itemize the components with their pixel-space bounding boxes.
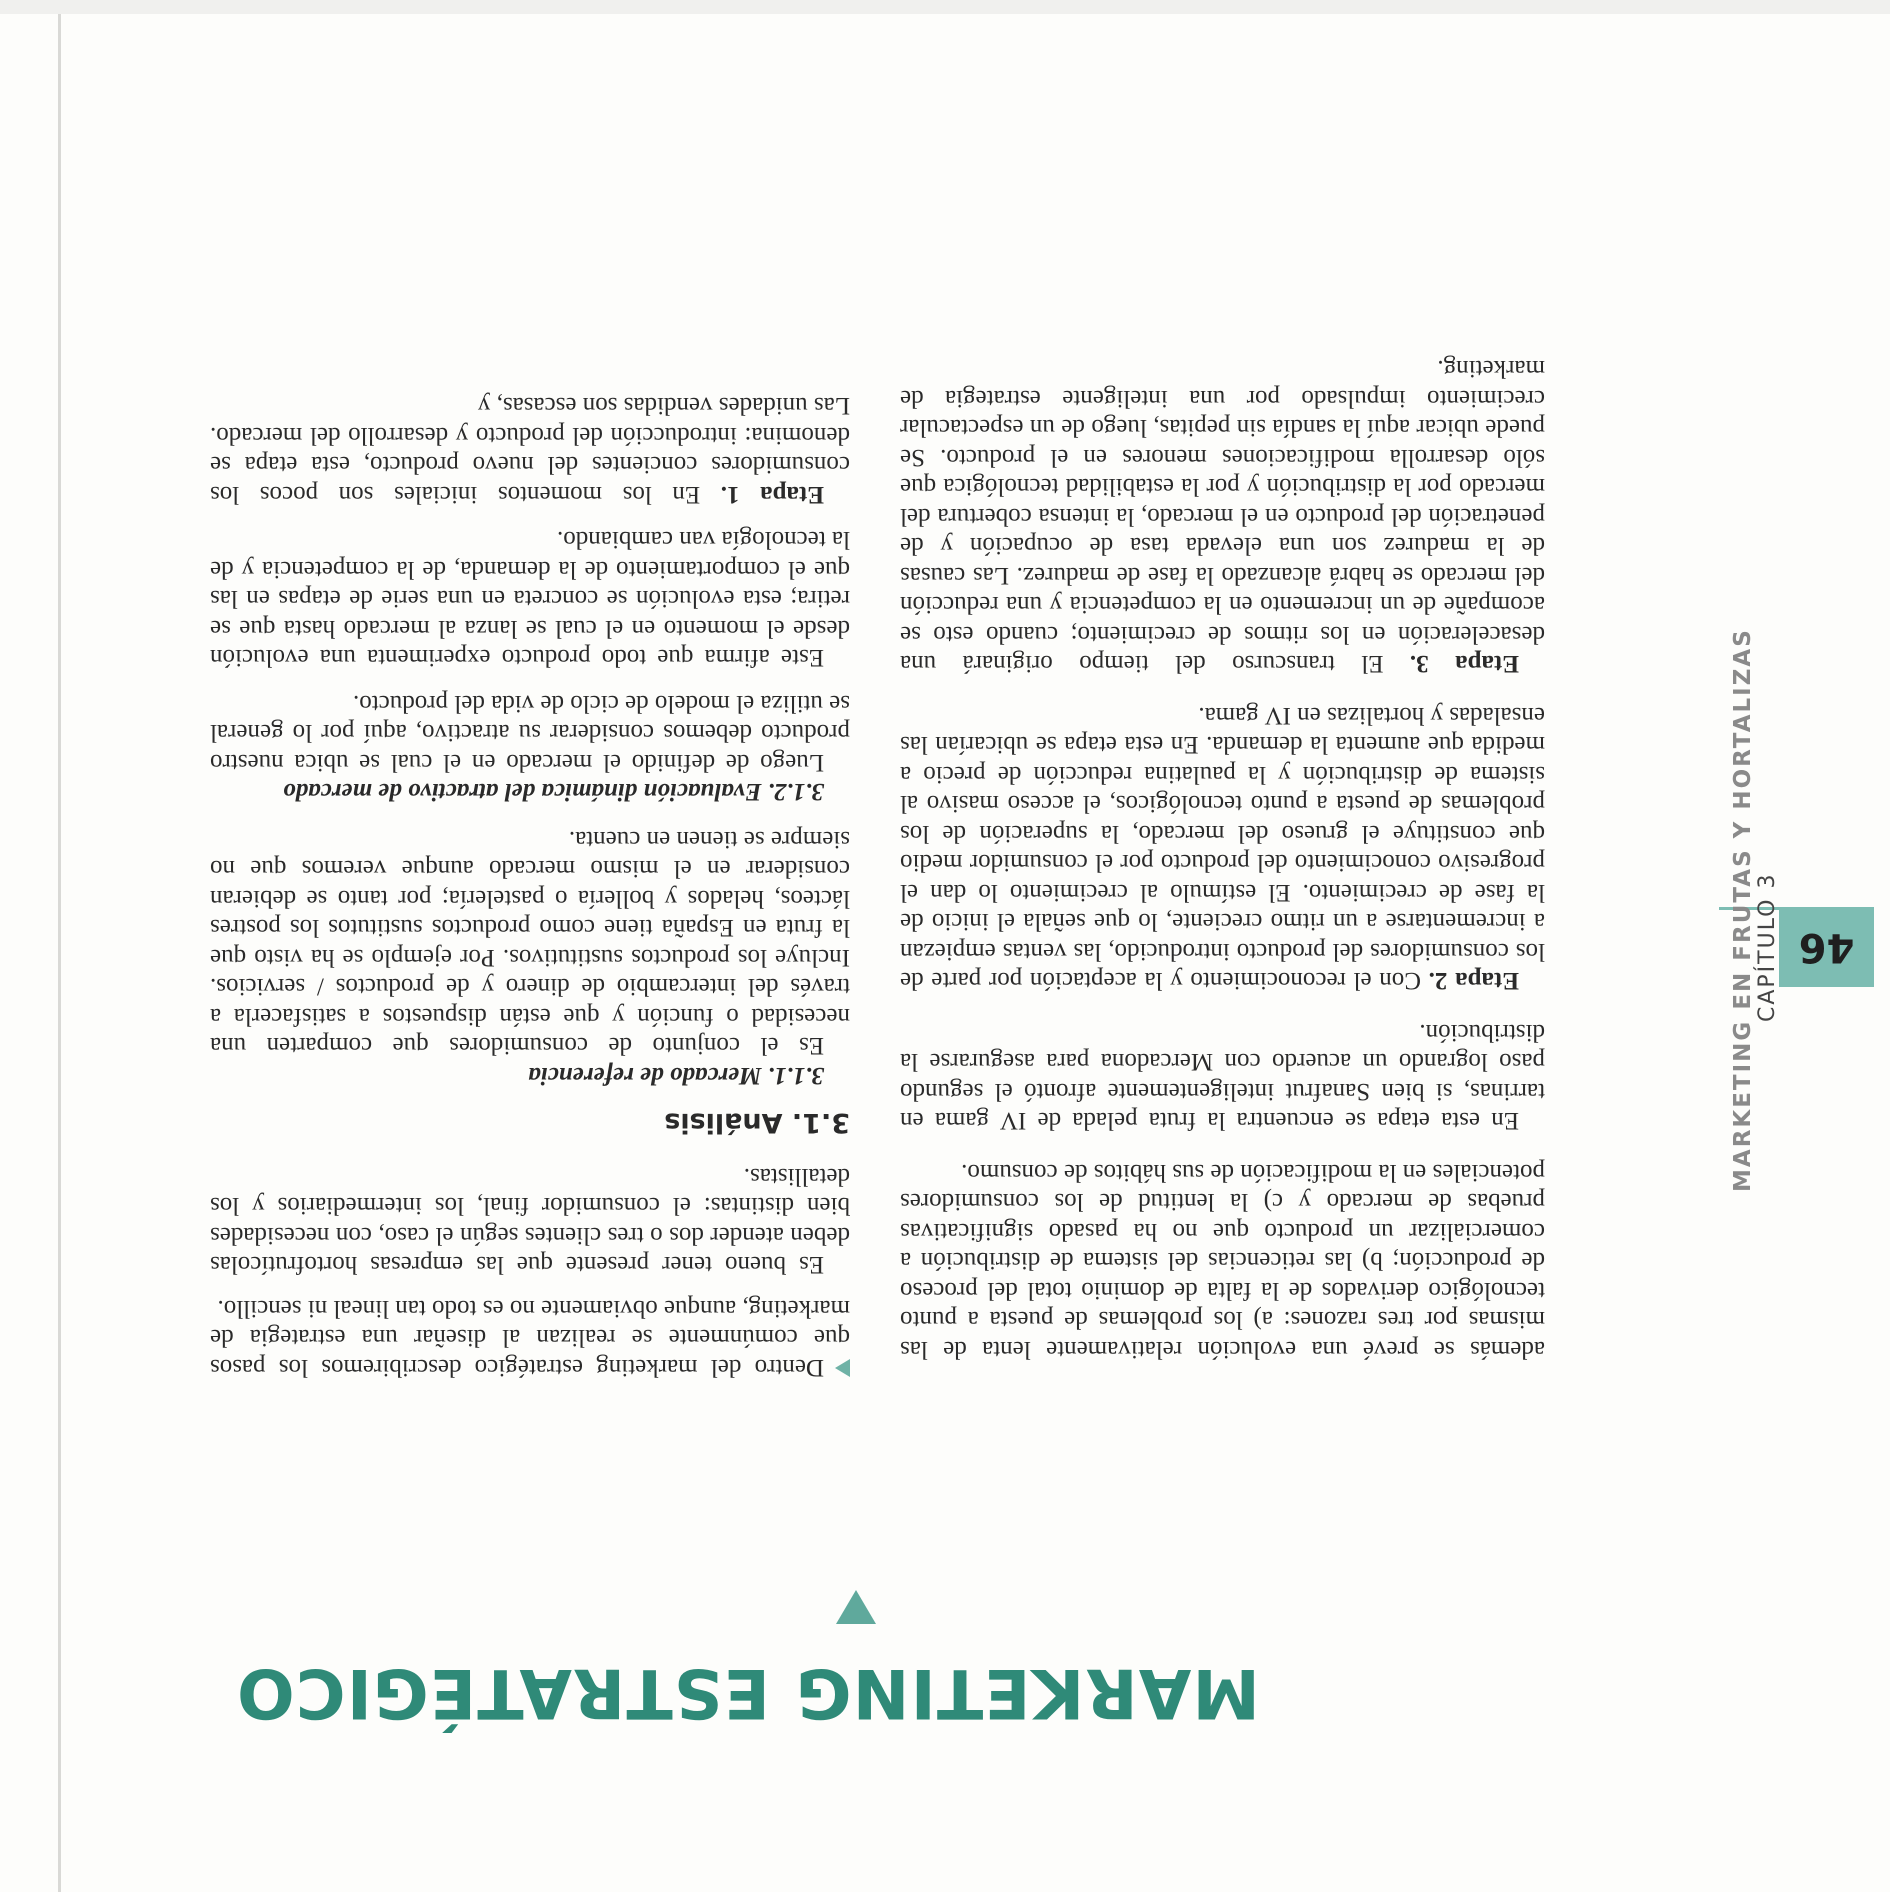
right-column	[210, 391, 850, 1382]
page-title: MARKETING ESTRATÉGICO	[235, 1653, 1260, 1732]
intro-paragraph	[210, 1294, 850, 1383]
paragraph: Este afirma que todo producto experimenta una evolución desde el momento en el cual se lanza al mercado hasta que se retira; esta evolución se concreta en una serie de etapas en las que el comportamiento de la demanda, de la competencia y de la tecnología van cambiando.	[210, 526, 850, 672]
section-heading: 3.1. Análisis	[664, 1107, 850, 1139]
stage-3-label: Etapa 3.	[1409, 650, 1519, 678]
title-triangle-icon	[836, 1590, 876, 1624]
chapter-label: CAPÍTULO 3	[1755, 872, 1780, 1022]
stage-3-text: El transcurso del tiempo originará una desaceleración en los ritmos de crecimiento; cuando esto se acompañe de un incremento en la competencia y una reducción del mercado se habrá alcanzado la fase de madurez. Las causas de la madurez son una elevada tasa de ocupación y de penetración del producto en el mercado, la intensa cobertura del mercado por la distribución y por la estabilidad tecnológica que sólo desarrolla modificaciones menores en el producto. Se puede ubicar aquí la sandía sin pepitas, luego de un espectacular crecimiento impulsado por una inteligente estrategia de marketing.	[900, 355, 1545, 678]
intro-text: Dentro del marketing estratégico describiremos los pasos que comúnmente se realizan al diseñar una estrategia de marketing, aunque obviamente no es todo tan lineal ni sencillo.	[210, 1295, 850, 1381]
stage-1-paragraph	[210, 391, 850, 509]
stage-3-paragraph	[900, 354, 1545, 679]
left-column	[900, 354, 1545, 1364]
page-number: 46	[1798, 924, 1855, 970]
paragraph: En esta etapa se encuentra la fruta pelada de IV gama en tarrinas, si bien Sanafrut inteligentemente afrontó el segundo paso logrando un acuerdo con Mercadona para asegurarse la distribución.	[900, 1019, 1545, 1135]
binding-edge	[58, 0, 61, 1892]
chapter-title: MARKETING EN FRUTAS Y HORTALIZAS	[1730, 628, 1756, 1192]
subheading: 3.1.2. Evaluación dinámica del atractivo de mercado	[283, 778, 824, 806]
paragraph: Luego de definido el mercado en el cual se ubica nuestro producto debemos considerar su atractivo, aquí por lo general se utiliza el modelo de ciclo de vida del producto.	[210, 690, 850, 776]
paragraph: Es bueno tener presente que las empresas hortofrutícolas deben atender dos o tres clientes según el caso, con necesidades bien distintas: el consumidor final, los intermediarios y los detallistas.	[210, 1163, 850, 1279]
paragraph: Es el conjunto de consumidores que comparten una necesidad o función y que están dispuestos a satisfacerla a través del intercambio de dinero y de productos / servicios. Incluye los productos sustitutivos. Por ejemplo se ha visto que la fruta en España tiene como productos sustitutos los postres lácteos, helados y bollería o pastelería; por tanto se debieran considerar en el mismo mercado aunque veremos que no siempre se tienen en cuenta.	[210, 826, 850, 1060]
paragraph: además se prevé una evolución relativamente lenta de las mismas por tres razones: a) los problemas de puesta a punto tecnológico derivados de la falta de dominio total del proceso de producción; b) las reticencias del sistema de distribución a comercializar un producto que no ha pasado significativas pruebas de mercado y c) la lentitud de los consumidores potenciales en la modificación de sus hábitos de consumo.	[900, 1159, 1545, 1363]
stage-2-text: Con el reconocimiento y la aceptación por parte de los consumidores del producto introducido, las ventas empiezan a incrementarse a un ritmo creciente, lo que señala el inicio de la fase de crecimiento. El estímulo al crecimiento lo dan el progresivo conocimiento del producto por el consumidor medio que constituye el grueso del mercado, la superación de los problemas de puesta a punto tecnológicos, el acceso masivo al sistema de distribución y la paulatina reducción de precio a medida que aumenta la demanda. En esta etapa se ubicarían las ensaladas y hortalizas en IV gama.	[900, 702, 1545, 995]
bullet-triangle-icon	[835, 1359, 850, 1377]
stage-2-paragraph	[900, 701, 1545, 996]
stage-2-label: Etapa 2.	[1428, 967, 1519, 995]
stage-1-label: Etapa 1.	[720, 481, 824, 508]
stage-1-text: En los momentos iniciales son pocos los consumidores concientes del nuevo producto, esta etapa se denomina: introducción del producto y desarrollo del mercado. Las unidades vendidas son escasas, y	[209, 392, 850, 508]
subheading: 3.1.1. Mercado de referencia	[528, 1062, 824, 1089]
scan-border	[0, 0, 1890, 14]
